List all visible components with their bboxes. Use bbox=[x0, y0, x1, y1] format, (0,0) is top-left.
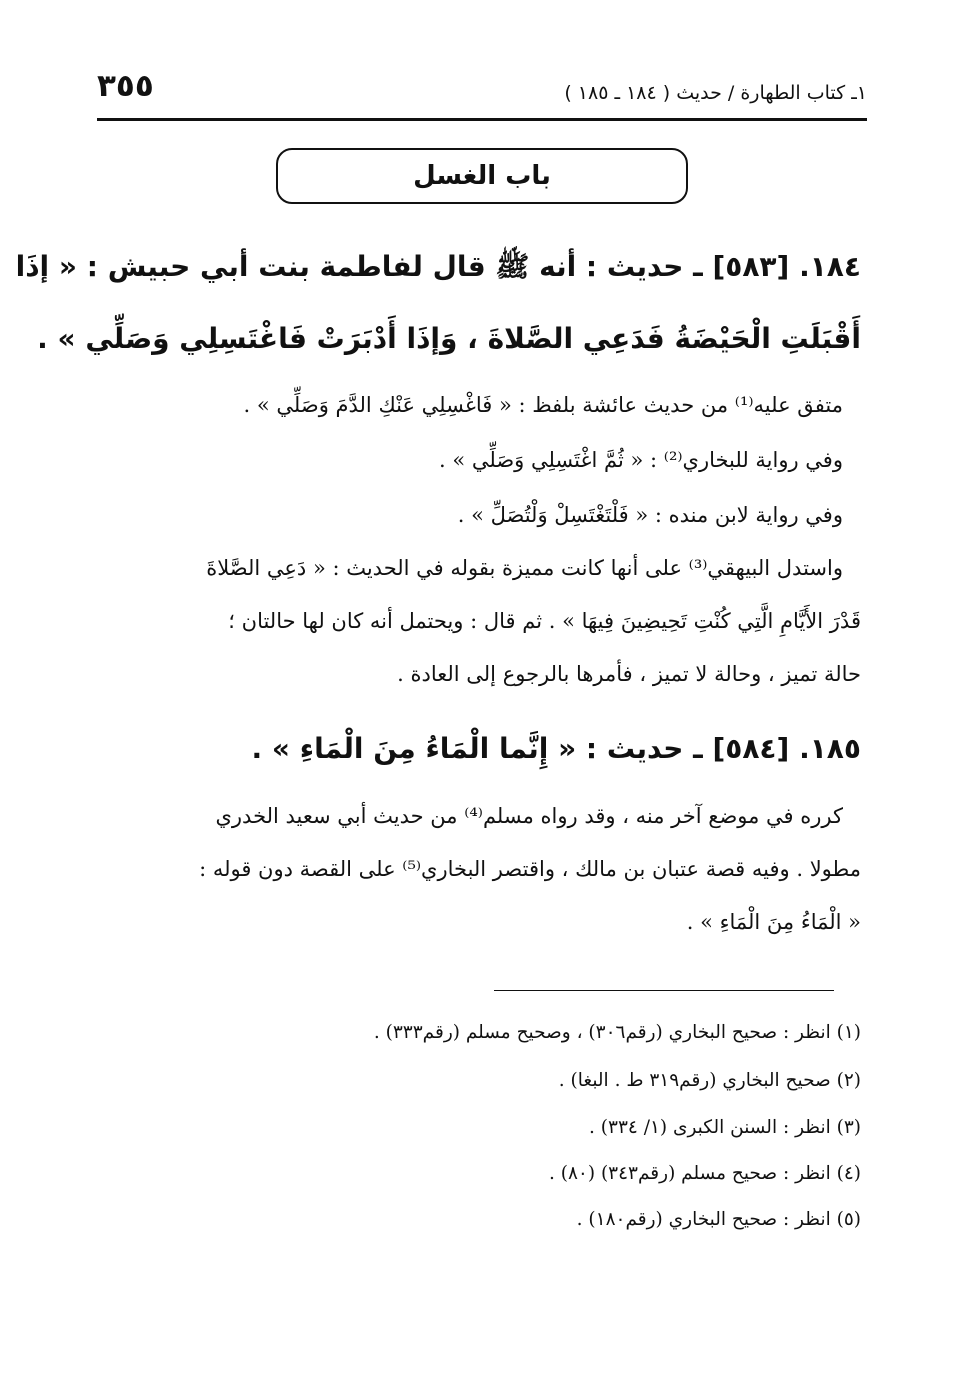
hadith-184-line-1: ١٨٤. [٥٨٣] ـ حديث : أنه ﷺ قال لفاطمة بنت أبي حبيش : « إذَا bbox=[15, 250, 861, 283]
hadith-184-commentary-line: حالة تميز ، وحالة لا تميز ، فأمرها بالرجوع إلى العادة . bbox=[397, 662, 861, 686]
footnote-separator bbox=[494, 990, 834, 991]
hadith-184-commentary-line: وفي رواية للبخاري⁽²⁾ : « ثُمَّ اغْتَسِلِي وَصَلِّي » . bbox=[439, 448, 843, 472]
hadith-185-commentary-line: كرره في موضع آخر منه ، وقد رواه مسلم⁽⁴⁾ من حديث أبي سعيد الخدري bbox=[215, 804, 843, 828]
footnote-2: (٢) صحيح البخاري (رقم٣١٩ ط . البغا) . bbox=[558, 1070, 861, 1091]
page-number: ٣٥٥ bbox=[97, 68, 154, 104]
footnote-4: (٤) انظر : صحيح مسلم (رقم٣٤٣) (٨٠) . bbox=[548, 1163, 861, 1184]
hadith-184-commentary-line: واستدل البيهقي⁽³⁾ على أنها كانت مميزة بقوله في الحديث : « دَعِي الصَّلاةَ bbox=[206, 556, 843, 580]
footnote-3: (٣) انظر : السنن الكبرى (١/ ٣٣٤) . bbox=[589, 1117, 861, 1138]
hadith-185-commentary-line: مطولا . وفيه قصة عتبان بن مالك ، واقتصر البخاري⁽⁵⁾ على القصة دون قوله : bbox=[199, 857, 861, 881]
footnote-5: (٥) انظر : صحيح البخاري (رقم١٨٠) . bbox=[576, 1209, 861, 1230]
footnote-1: (١) انظر : صحيح البخاري (رقم٣٠٦) ، وصحيح مسلم (رقم٣٣٣) . bbox=[373, 1022, 861, 1043]
hadith-185-commentary-line: « الْمَاءُ مِنَ الْمَاءِ » . bbox=[686, 910, 861, 934]
running-header bbox=[97, 62, 867, 121]
hadith-184-commentary-line: متفق عليه⁽¹⁾ من حديث عائشة بلفظ : « فَاغْسِلِي عَنْكِ الدَّمَ وَصَلِّي » . bbox=[243, 393, 843, 417]
hadith-185-line-1: ١٨٥. [٥٨٤] ـ حديث : « إِنَّما الْمَاءُ مِنَ الْمَاءِ » . bbox=[251, 732, 861, 765]
chapter-title-box bbox=[276, 148, 688, 204]
hadith-184-commentary-line: قَدْرَ الأَيَّامِ الَّتِي كُنْتِ تَحِيضِينَ فِيهَا » . ثم قال : ويحتمل أنه كان لها حالتان ؛ bbox=[228, 609, 861, 633]
chapter-title: باب الغسل bbox=[413, 161, 551, 191]
hadith-184-line-2: أَقْبَلَتِ الْحَيْضَةُ فَدَعِي الصَّلاةَ ، وَإذَا أَدْبَرَتْ فَاغْتَسِلِي وَصَلِّي » . bbox=[37, 322, 861, 355]
running-title: ١ـ كتاب الطهارة / حديث ( ١٨٤ ـ ١٨٥ ) bbox=[564, 82, 867, 104]
hadith-184-commentary-line: وفي رواية لابن منده : « فَلْتَغْتَسِلْ وَلْتُصَلِّ » . bbox=[457, 503, 843, 527]
